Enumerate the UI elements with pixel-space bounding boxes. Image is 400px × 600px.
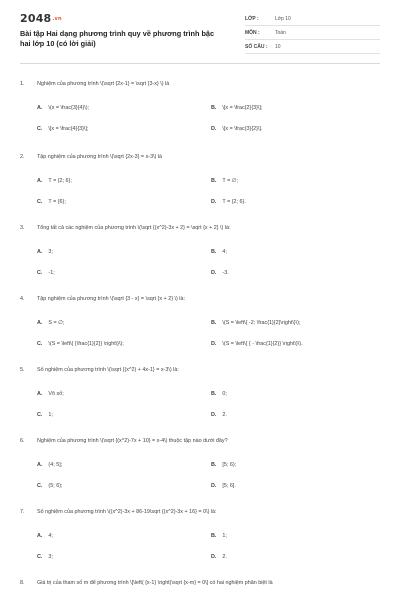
option-text: (5; 6);: [48, 483, 63, 489]
option-letter: D.: [211, 412, 217, 418]
question-number: 6.: [20, 438, 25, 444]
option-b[interactable]: [211, 248, 381, 256]
option-text: \(S = \left\{ {\frac{1}{2}} \right\}\);: [48, 341, 124, 347]
question-8: [20, 579, 380, 587]
option-letter: B.: [211, 391, 217, 397]
option-c[interactable]: [37, 340, 207, 348]
meta-label: SỐ CÂU :: [245, 44, 268, 50]
question-text: Nghiệm của phương trình \(\sqrt {2x-1} = \sqrt {3-x} \) là: [37, 81, 170, 87]
option-text: -1;: [48, 270, 55, 276]
option-letter: C.: [37, 412, 43, 418]
question-text: Nghiệm của phương trình \(\sqrt {(x^2)-7x + 10} = x-4\) thuộc tập nào dưới đây?: [37, 438, 228, 444]
option-d[interactable]: [211, 553, 381, 561]
question-stem: [20, 437, 380, 445]
option-letter: D.: [211, 341, 217, 347]
option-letter: C.: [37, 483, 43, 489]
question-number: 8.: [20, 580, 25, 586]
logo-text: 2048: [20, 12, 52, 25]
option-b[interactable]: [211, 319, 381, 327]
option-a[interactable]: [37, 177, 207, 185]
option-b[interactable]: [211, 104, 381, 112]
option-letter: A.: [37, 105, 43, 111]
option-b[interactable]: [211, 532, 381, 540]
question-1: [20, 80, 380, 132]
option-d[interactable]: [211, 411, 381, 419]
option-text: 3;: [48, 554, 53, 560]
question-stem: [20, 295, 380, 303]
option-letter: C.: [37, 341, 43, 347]
question-5: [20, 366, 380, 418]
question-text: Giá trị của tham số m để phương trình \[\left( {x-1} \right)\sqrt {x-m} = 0\] có hai nghiệm phân biệt là: [37, 580, 273, 586]
option-letter: D.: [211, 199, 217, 205]
option-a[interactable]: [37, 319, 207, 327]
option-text: -3.: [222, 270, 229, 276]
meta-info-table: [245, 12, 380, 54]
meta-row-subject: [245, 26, 380, 40]
question-6: [20, 437, 380, 489]
option-letter: B.: [211, 533, 217, 539]
option-letter: B.: [211, 178, 217, 184]
option-text: \[x = \frac{3}{2}\].: [222, 126, 263, 132]
option-d[interactable]: [211, 482, 381, 490]
meta-row-grade: [245, 12, 380, 26]
option-text: Vô số;: [48, 391, 64, 397]
meta-value: 10: [275, 44, 281, 50]
question-4: [20, 295, 380, 347]
option-text: \[x = \frac{4}{3}\];: [48, 126, 89, 132]
question-stem: [20, 366, 380, 374]
question-number: 7.: [20, 509, 25, 515]
option-text: S = ∅;: [48, 320, 65, 326]
option-letter: C.: [37, 126, 43, 132]
option-letter: C.: [37, 270, 43, 276]
option-letter: C.: [37, 199, 43, 205]
option-text: T = {2; 6}.: [222, 199, 246, 205]
question-7: [20, 508, 380, 560]
option-letter: B.: [211, 105, 217, 111]
question-number: 4.: [20, 296, 25, 302]
option-text: 1;: [48, 412, 53, 418]
option-b[interactable]: [211, 461, 381, 469]
meta-value: Toán: [275, 30, 286, 36]
option-letter: A.: [37, 533, 43, 539]
header: [20, 12, 380, 49]
option-b[interactable]: [211, 177, 381, 185]
option-letter: A.: [37, 462, 43, 468]
question-number: 3.: [20, 225, 25, 231]
question-stem: [20, 579, 380, 587]
option-c[interactable]: [37, 411, 207, 419]
question-text: Tập nghiệm của phương trình \(\sqrt {3 - x} = \sqrt {x + 2} \) là:: [37, 296, 185, 302]
question-3: [20, 224, 380, 276]
option-letter: D.: [211, 126, 217, 132]
option-text: \(S = \left\{ { - \frac{1}{2}} \right\}\).: [222, 341, 303, 347]
option-letter: A.: [37, 249, 43, 255]
meta-value: Lớp 10: [275, 16, 291, 22]
option-c[interactable]: [37, 198, 207, 206]
option-letter: B.: [211, 249, 217, 255]
option-c[interactable]: [37, 125, 207, 133]
option-letter: A.: [37, 178, 43, 184]
question-stem: [20, 508, 380, 516]
option-text: 2.: [222, 412, 227, 418]
question-stem: [20, 153, 380, 161]
option-text: \(S = \left\{ -2; \frac{1}{2}\right\}\);: [222, 320, 301, 326]
option-text: 0;: [222, 391, 227, 397]
question-2: [20, 153, 380, 205]
question-text: Tổng tất cả các nghiệm của phương trình \(\sqrt {(x^2)-3x + 2} = \sqrt {x + 2} \) là:: [37, 225, 231, 231]
option-d[interactable]: [211, 340, 381, 348]
option-a[interactable]: [37, 532, 207, 540]
option-text: T = {6};: [48, 199, 66, 205]
option-letter: D.: [211, 270, 217, 276]
question-text: Số nghiệm của phương trình \((x^2)-3x + 86-19\sqrt {(x^2)-3x + 16} = 0\) là:: [37, 509, 217, 515]
question-number: 2.: [20, 154, 25, 160]
option-d[interactable]: [211, 125, 381, 133]
option-text: \[x = \frac{2}{3}\];: [222, 105, 263, 111]
option-a[interactable]: [37, 390, 207, 398]
option-d[interactable]: [211, 198, 381, 206]
option-d[interactable]: [211, 269, 381, 277]
option-a[interactable]: [37, 461, 207, 469]
option-text: 3;: [48, 249, 53, 255]
question-text: Tập nghiệm của phương trình \(\sqrt {2x-3} = x-3\) là: [37, 154, 163, 160]
option-c[interactable]: [37, 553, 207, 561]
option-letter: B.: [211, 462, 217, 468]
option-letter: A.: [37, 320, 43, 326]
option-c[interactable]: [37, 482, 207, 490]
question-stem: [20, 80, 380, 88]
option-text: T = ∅;: [222, 178, 238, 184]
meta-label: MÔN :: [245, 30, 260, 36]
option-b[interactable]: [211, 390, 381, 398]
question-text: Số nghiệm của phương trình \(\sqrt {(x^2) + 4x-1} = x-3\) là:: [37, 367, 179, 373]
option-letter: B.: [211, 320, 217, 326]
option-letter: C.: [37, 554, 43, 560]
option-a[interactable]: [37, 104, 207, 112]
option-text: 1;: [222, 533, 227, 539]
meta-row-count: [245, 40, 380, 54]
option-text: 4;: [48, 533, 53, 539]
logo-suffix: .vn: [52, 16, 62, 22]
question-stem: [20, 224, 380, 232]
question-number: 1.: [20, 81, 25, 87]
option-text: (4; 5];: [48, 462, 63, 468]
option-text: \(x = \frac{3}{4}\);: [48, 105, 90, 111]
header-divider: [20, 63, 380, 64]
option-letter: D.: [211, 554, 217, 560]
option-text: 2.: [222, 554, 227, 560]
option-text: T = {2; 6};: [48, 178, 72, 184]
option-text: [5; 6].: [222, 483, 236, 489]
option-letter: A.: [37, 391, 43, 397]
question-number: 5.: [20, 367, 25, 373]
option-text: [5; 6);: [222, 462, 237, 468]
page-title: Bài tập Hai dạng phương trình quy về phương trình bậc hai lớp 10 (có lời giải): [20, 29, 215, 48]
option-a[interactable]: [37, 248, 207, 256]
option-letter: D.: [211, 483, 217, 489]
option-text: 4;: [222, 249, 227, 255]
meta-label: LỚP :: [245, 16, 259, 22]
option-c[interactable]: [37, 269, 207, 277]
